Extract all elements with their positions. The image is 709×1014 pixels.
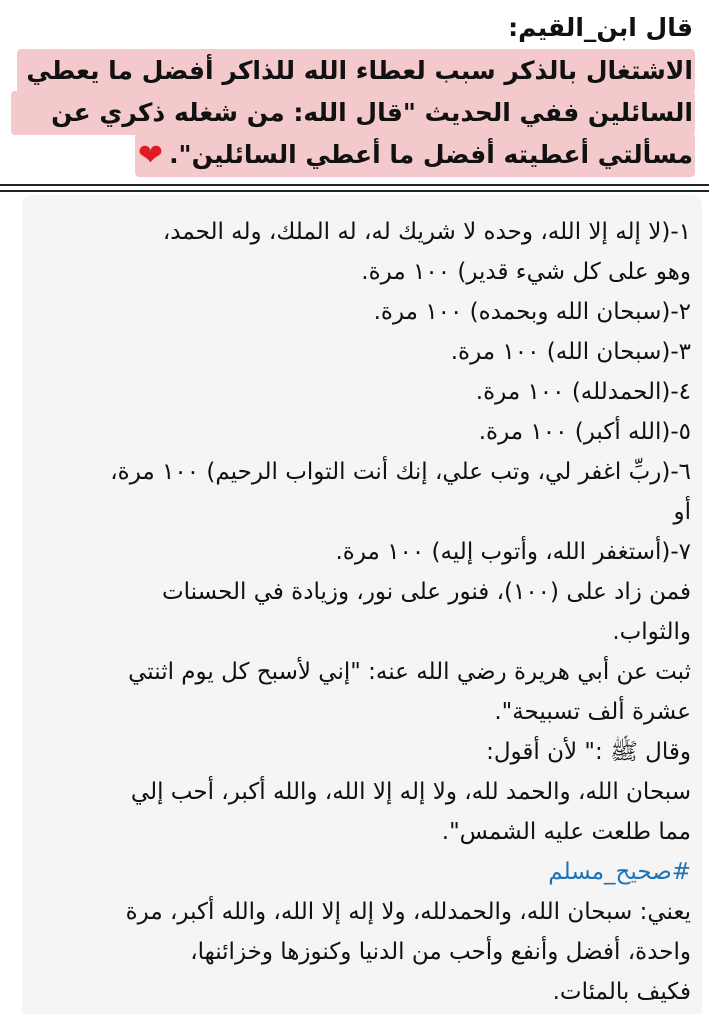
divider xyxy=(0,184,709,186)
text-line: عشرة ألف تسبيحة". xyxy=(494,699,691,725)
quote-line: الاشتغال بالذكر سبب لعطاء الله للذاكر أفضل ما يعطي xyxy=(26,56,693,85)
text-line: ٤-(الحمدلله) ١٠٠ مرة. xyxy=(475,379,691,405)
divider xyxy=(0,190,709,192)
text-line: ٢-(سبحان الله وبحمده) ١٠٠ مرة. xyxy=(373,299,691,325)
text-line: يعني: سبحان الله، والحمدلله، ولا إله إلا الله، والله أكبر، مرة xyxy=(125,899,691,925)
text-line: وقال ﷺ :" لأن أقول: xyxy=(486,739,691,765)
text-line: فكيف بالمئات. xyxy=(552,979,691,1005)
quote-line: السائلين ففي الحديث "قال الله: من شغله ذكري عن xyxy=(51,98,693,127)
text-line: والثواب. xyxy=(612,619,691,645)
text-line: ٣-(سبحان الله) ١٠٠ مرة. xyxy=(450,339,691,365)
text-line: ثبت عن أبي هريرة رضي الله عنه: "إني لأسبح كل يوم اثنتي xyxy=(128,659,691,685)
quote-title: قال ابن_القيم: xyxy=(508,13,693,42)
heart-icon: ❤ xyxy=(137,138,164,173)
text-line: فمن زاد على (١٠٠)، فنور على نور، وزيادة في الحسنات xyxy=(162,579,691,605)
text-line: سبحان الله، والحمد لله، ولا إله إلا الله، والله أكبر، أحب إلي xyxy=(130,779,691,805)
hashtag-link[interactable]: #صحيح_مسلم xyxy=(548,859,691,885)
text-line: ٧-(أستغفر الله، وأتوب إليه) ١٠٠ مرة. xyxy=(335,539,691,565)
text-line: وهو على كل شيء قدير) ١٠٠ مرة. xyxy=(361,259,691,285)
text-line: واحدة، أفضل وأنفع وأحب من الدنيا وكنوزها وخزائنها، xyxy=(190,939,691,965)
quote-line-text: مسألتي أعطيته أفضل ما أعطي السائلين". xyxy=(169,140,693,169)
quote-header xyxy=(0,0,709,186)
text-line: ٥-(الله أكبر) ١٠٠ مرة. xyxy=(478,419,691,445)
text-line: ١-(لا إله إلا الله، وحده لا شريك له، له الملك، وله الحمد، xyxy=(162,219,691,245)
text-line: مما طلعت عليه الشمس". xyxy=(441,819,691,845)
text-line: أو xyxy=(673,499,691,525)
text-line: ٦-(ربِّ اغفر لي، وتب علي، إنك أنت التواب الرحيم) ١٠٠ مرة، xyxy=(110,459,691,485)
quote-line-last xyxy=(138,133,693,177)
